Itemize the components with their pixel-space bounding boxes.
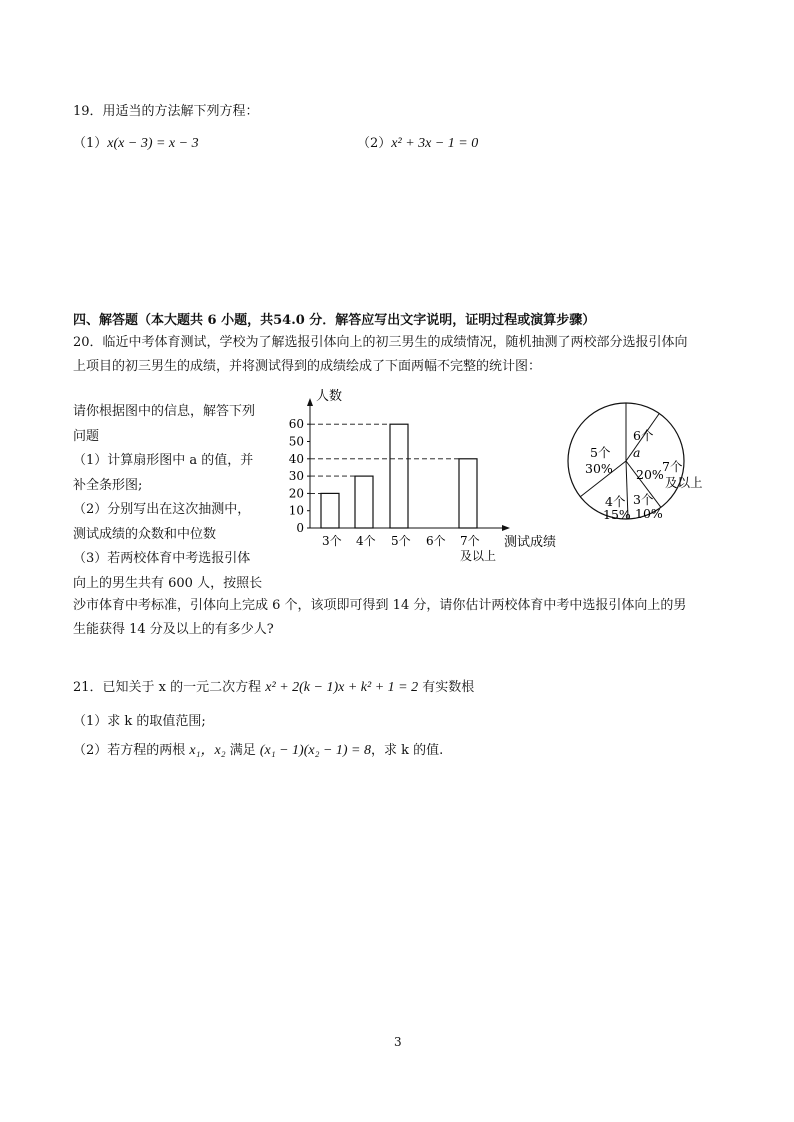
q21-part2-prefix: （2）若方程的两根 (73, 743, 190, 758)
q21-part2 (73, 739, 443, 759)
q19-part1 (73, 132, 199, 152)
q20-intro-line2: 上项目的初三男生的成绩，并将测试得到的成绩绘成了下面两幅不完整的统计图： (73, 359, 542, 374)
q21-title-suffix: 有实数根 (418, 680, 475, 695)
pie-slice-label: 及以上 (665, 475, 703, 490)
pie-slice-label: 30% (585, 461, 613, 476)
q21-equation: x² + 2(k − 1)x + k² + 1 = 2 (265, 680, 419, 695)
q20-side-line: 补全条形图; (73, 477, 143, 493)
pie-slice-label: 3个 (633, 492, 654, 507)
q21-title-prefix: 21．已知关于 x 的一元二次方程 (73, 680, 266, 695)
bar (321, 493, 339, 528)
x-tick-label: 5个 (391, 534, 411, 548)
q20-side-line: （1）计算扇形图中 a 的值，并 (73, 453, 254, 468)
y-axis-arrow (307, 398, 313, 406)
q20-intro (73, 331, 733, 379)
q21-part2-roots: x₁，x₂ (189, 743, 226, 758)
y-tick-label: 40 (288, 451, 304, 466)
pie-slice-label: 5个 (590, 445, 611, 460)
pie-slice-label: 15% (603, 507, 631, 522)
q21-title (73, 676, 474, 696)
q21-part2-mid: 满足 (225, 743, 260, 758)
y-tick-label: 30 (288, 469, 304, 484)
pie-slice-label: 10% (635, 506, 663, 521)
pie-slice-label: 20% (636, 467, 664, 482)
pie-slice-label: 4个 (605, 494, 626, 509)
bar (459, 459, 477, 528)
q20-side-line: 测试成绩的众数和中位数 (73, 526, 217, 542)
bar (355, 476, 373, 528)
x-tick-label: 及以上 (460, 549, 497, 563)
q19-part2-label: （2） (357, 136, 392, 151)
x-axis-label: 测试成绩 (504, 535, 557, 550)
x-tick-label: 6个 (426, 534, 446, 548)
q19-part1-equation: x(x − 3) = x − 3 (107, 136, 199, 151)
bar-chart (282, 384, 557, 584)
y-tick-label: 60 (288, 417, 304, 432)
q20-side-line: 问题 (73, 428, 100, 444)
q21-part2-equation: (x₁ − 1)(x₂ − 1) = 8 (259, 743, 371, 758)
q20-side-line: 请你根据图中的信息，解答下列 (73, 404, 256, 419)
x-axis-arrow (502, 525, 510, 531)
q19-title: 19．用适当的方法解下列方程： (73, 104, 259, 119)
q19-part2 (357, 132, 478, 152)
q20-intro-line1: 20．临近中考体育测试，学校为了解选报引体向上的初三男生的成绩情况，随机抽测了两校部分选报引体向 (73, 335, 688, 350)
x-tick-label: 7个 (460, 534, 480, 548)
page-number: 3 (394, 1035, 402, 1049)
x-tick-label: 4个 (356, 534, 376, 548)
y-tick-label: 0 (296, 521, 304, 535)
q20-cont-line1: 沙市体育中考标准，引体向上完成 6 个，该项即可得到 14 分，请你估计两校体育中考中选报引体向上的男 (73, 598, 687, 613)
y-tick-label: 20 (288, 486, 304, 501)
q20-side-line: （2）分别写出在这次抽测中， (73, 502, 251, 517)
q20-side-line: （3）若两校体育中考选报引体 (73, 551, 251, 566)
q19-part2-equation: x² + 3x − 1 = 0 (391, 136, 479, 151)
pie-slice-label: a (633, 445, 641, 460)
q20-side-line: 向上的男生共有 600 人，按照长 (73, 575, 263, 591)
x-tick-label: 3个 (322, 534, 342, 548)
q21-part2-suffix: ，求 k 的值. (371, 743, 444, 758)
section4-heading: 四、解答题（本大题共 6 小题，共54.0 分．解答应写出文字说明，证明过程或演算步骤） (73, 313, 596, 328)
q20-cont-line2: 生能获得 14 分及以上的有多少人? (73, 622, 274, 637)
q20-side-text (73, 400, 273, 596)
pie-chart (566, 412, 716, 532)
y-tick-label: 50 (288, 434, 304, 449)
pie-slice-label: 6个 (633, 428, 654, 443)
y-tick-label: 10 (288, 503, 304, 518)
pie-slice-label: 7个 (662, 459, 683, 474)
bar (390, 424, 408, 528)
q21-part1: （1）求 k 的取值范围; (73, 714, 206, 729)
y-axis-label: 人数 (316, 389, 343, 404)
q19-part1-label: （1） (73, 136, 108, 151)
q20-continued (73, 594, 733, 642)
